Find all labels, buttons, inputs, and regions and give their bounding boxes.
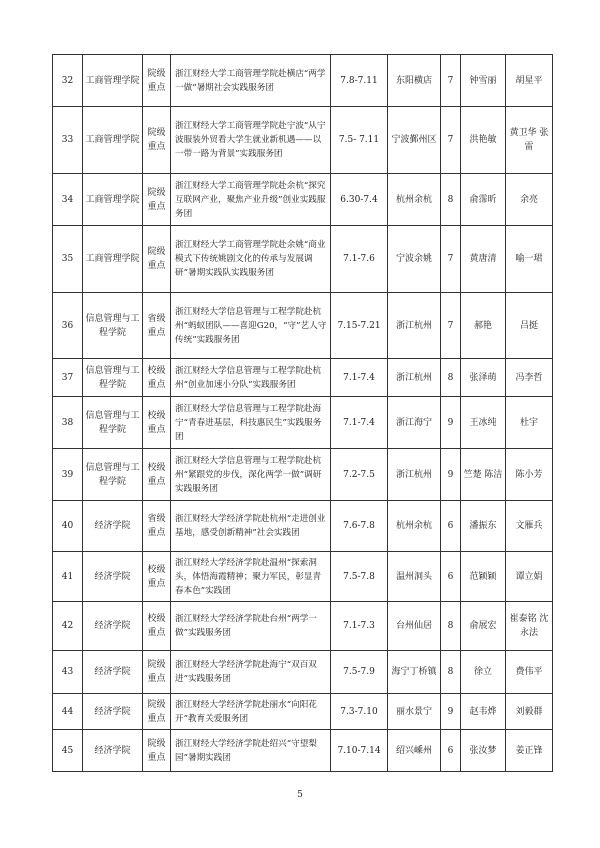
practice-location: 丽水景宁 (388, 694, 441, 730)
practice-location: 杭州余杭 (388, 174, 441, 226)
team-leader: 徐立 (461, 651, 506, 694)
team-size: 7 (441, 55, 461, 107)
team-leader: 俞展宏 (461, 602, 506, 651)
team-size: 9 (441, 694, 461, 730)
priority-level: 校级重点 (143, 602, 171, 651)
practice-location: 浙江海宁 (388, 397, 441, 449)
team-name: 浙江财经大学工商管理学院赴宁波“从宁波服装外贸看大学生就业新机遇——以一带一路为背景”实践服务团 (171, 107, 331, 174)
team-leader: 竺楚 陈洁 (461, 449, 506, 501)
college-name: 工商管理学院 (83, 226, 143, 293)
practice-dates: 7.1-7.4 (331, 397, 388, 449)
table-row (53, 501, 553, 552)
table-row (53, 293, 553, 359)
college-name: 工商管理学院 (83, 174, 143, 226)
practice-dates: 7.5- 7.11 (331, 107, 388, 174)
team-leader: 洪艳敏 (461, 107, 506, 174)
college-name: 信息管理与工程学院 (83, 397, 143, 449)
team-name: 浙江财经大学经济学院赴杭州“走进创业基地，感受创新精神”社会实践团 (171, 501, 331, 552)
priority-level: 院级重点 (143, 694, 171, 730)
team-name: 浙江财经大学工商管理学院赴横店“两学一做”暑期社会实践服务团 (171, 55, 331, 107)
practice-dates: 7.10-7.14 (331, 730, 388, 772)
practice-dates: 7.6-7.8 (331, 501, 388, 552)
practice-dates: 7.5-7.9 (331, 651, 388, 694)
team-leader: 张汝梦 (461, 730, 506, 772)
practice-dates: 7.1-7.6 (331, 226, 388, 293)
team-name: 浙江财经大学信息管理与工程学院赴杭州“紧跟党的步伐，深化两学一做”调研实践服务团 (171, 449, 331, 501)
table-row (53, 174, 553, 226)
faculty-advisor: 姜正锋 (506, 730, 553, 772)
college-name: 经济学院 (83, 501, 143, 552)
college-name: 经济学院 (83, 651, 143, 694)
priority-level: 院级重点 (143, 107, 171, 174)
college-name: 工商管理学院 (83, 107, 143, 174)
team-leader: 范颖颖 (461, 552, 506, 602)
team-leader: 钟雪丽 (461, 55, 506, 107)
team-size: 6 (441, 552, 461, 602)
table-row (53, 107, 553, 174)
team-size: 8 (441, 359, 461, 397)
table-body (53, 55, 553, 772)
college-name: 工商管理学院 (83, 55, 143, 107)
faculty-advisor: 杜宇 (506, 397, 553, 449)
priority-level: 院级重点 (143, 174, 171, 226)
team-size: 8 (441, 174, 461, 226)
row-number: 42 (53, 602, 83, 651)
college-name: 信息管理与工程学院 (83, 359, 143, 397)
row-number: 45 (53, 730, 83, 772)
priority-level: 校级重点 (143, 449, 171, 501)
row-number: 32 (53, 55, 83, 107)
team-leader: 郝艳 (461, 293, 506, 359)
faculty-advisor: 谭立娟 (506, 552, 553, 602)
practice-dates: 7.2-7.5 (331, 449, 388, 501)
practice-location: 宁波鄞州区 (388, 107, 441, 174)
table-row (53, 651, 553, 694)
table-row (53, 397, 553, 449)
practice-dates: 7.15-7.21 (331, 293, 388, 359)
faculty-advisor: 刘毅群 (506, 694, 553, 730)
team-size: 7 (441, 226, 461, 293)
practice-dates: 7.1-7.3 (331, 602, 388, 651)
team-size: 6 (441, 501, 461, 552)
row-number: 40 (53, 501, 83, 552)
team-name: 浙江财经大学经济学院赴温州“探索洞头，体悟海霞精神；聚力军民，彰显青春本色”实践团 (171, 552, 331, 602)
team-name: 浙江财经大学信息管理与工程学院赴杭州“蚂蚁团队——喜迎G20，“守”艺人守传统”实践服务团 (171, 293, 331, 359)
practice-location: 浙江杭州 (388, 293, 441, 359)
college-name: 经济学院 (83, 552, 143, 602)
faculty-advisor: 文雁兵 (506, 501, 553, 552)
faculty-advisor: 黄卫华 张雷 (506, 107, 553, 174)
team-leader: 俞霈昕 (461, 174, 506, 226)
faculty-advisor: 冯李哲 (506, 359, 553, 397)
college-name: 经济学院 (83, 730, 143, 772)
table-row (53, 602, 553, 651)
table-row (53, 694, 553, 730)
table-row (53, 552, 553, 602)
priority-level: 院级重点 (143, 730, 171, 772)
practice-location: 浙江杭州 (388, 359, 441, 397)
team-size: 6 (441, 730, 461, 772)
priority-level: 院级重点 (143, 226, 171, 293)
row-number: 39 (53, 449, 83, 501)
team-name: 浙江财经大学经济学院赴丽水“向阳花开”教育关爱服务团 (171, 694, 331, 730)
priority-level: 校级重点 (143, 359, 171, 397)
practice-team-table-container (52, 54, 552, 772)
team-size: 8 (441, 602, 461, 651)
team-size: 7 (441, 293, 461, 359)
table-row (53, 449, 553, 501)
practice-location: 海宁丁桥镇 (388, 651, 441, 694)
priority-level: 院级重点 (143, 55, 171, 107)
team-size: 9 (441, 449, 461, 501)
practice-dates: 7.8-7.11 (331, 55, 388, 107)
college-name: 信息管理与工程学院 (83, 449, 143, 501)
team-leader: 黄唐清 (461, 226, 506, 293)
row-number: 34 (53, 174, 83, 226)
faculty-advisor: 崔泰铭 沈永法 (506, 602, 553, 651)
row-number: 37 (53, 359, 83, 397)
team-leader: 张泽萌 (461, 359, 506, 397)
team-name: 浙江财经大学信息管理与工程学院赴杭州“创业加速小分队”实践服务团 (171, 359, 331, 397)
practice-location: 东阳横店 (388, 55, 441, 107)
table-row (53, 226, 553, 293)
table-row (53, 55, 553, 107)
team-name: 浙江财经大学工商管理学院赴余杭“探究互联网产业，聚焦产业升级”创业实践服务团 (171, 174, 331, 226)
row-number: 44 (53, 694, 83, 730)
page-number: 5 (297, 790, 303, 800)
team-leader: 赵韦烨 (461, 694, 506, 730)
faculty-advisor: 余亮 (506, 174, 553, 226)
table-row (53, 359, 553, 397)
practice-location: 绍兴嵊州 (388, 730, 441, 772)
priority-level: 省级重点 (143, 293, 171, 359)
practice-dates: 7.3-7.10 (331, 694, 388, 730)
practice-team-table (52, 54, 553, 772)
team-name: 浙江财经大学信息管理与工程学院赴海宁“青春进基层，科技惠民生”实践服务团 (171, 397, 331, 449)
practice-location: 宁波余姚 (388, 226, 441, 293)
practice-location: 浙江杭州 (388, 449, 441, 501)
row-number: 36 (53, 293, 83, 359)
team-size: 7 (441, 107, 461, 174)
faculty-advisor: 胡星平 (506, 55, 553, 107)
team-name: 浙江财经大学工商管理学院赴余姚“商业模式下传统姚剧文化的传承与发展调研”暑期实践队实践服务团 (171, 226, 331, 293)
practice-dates: 7.5-7.8 (331, 552, 388, 602)
practice-dates: 7.1-7.4 (331, 359, 388, 397)
team-leader: 王冰纯 (461, 397, 506, 449)
team-name: 浙江财经大学经济学院赴台州“两学一做”实践服务团 (171, 602, 331, 651)
table-row (53, 730, 553, 772)
faculty-advisor: 陈小芳 (506, 449, 553, 501)
team-size: 9 (441, 397, 461, 449)
priority-level: 校级重点 (143, 397, 171, 449)
priority-level: 省级重点 (143, 501, 171, 552)
faculty-advisor: 喻一珺 (506, 226, 553, 293)
college-name: 信息管理与工程学院 (83, 293, 143, 359)
team-name: 浙江财经大学经济学院赴海宁“双百双进”实践服务团 (171, 651, 331, 694)
team-leader: 潘振东 (461, 501, 506, 552)
college-name: 经济学院 (83, 602, 143, 651)
college-name: 经济学院 (83, 694, 143, 730)
faculty-advisor: 费伟平 (506, 651, 553, 694)
row-number: 33 (53, 107, 83, 174)
practice-location: 台州仙居 (388, 602, 441, 651)
row-number: 35 (53, 226, 83, 293)
row-number: 41 (53, 552, 83, 602)
faculty-advisor: 吕挺 (506, 293, 553, 359)
practice-location: 杭州余杭 (388, 501, 441, 552)
row-number: 43 (53, 651, 83, 694)
priority-level: 院级重点 (143, 651, 171, 694)
row-number: 38 (53, 397, 83, 449)
priority-level: 校级重点 (143, 552, 171, 602)
practice-dates: 6.30-7.4 (331, 174, 388, 226)
team-name: 浙江财经大学经济学院赴绍兴“守望梨园”暑期实践团 (171, 730, 331, 772)
practice-location: 温州洞头 (388, 552, 441, 602)
team-size: 8 (441, 651, 461, 694)
